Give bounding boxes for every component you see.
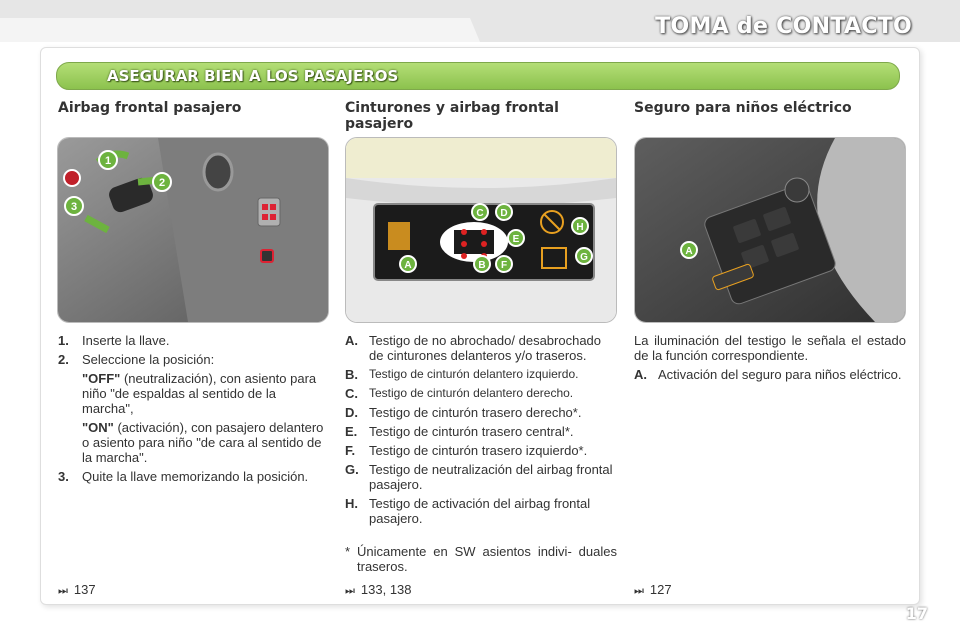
figure-label: D: [500, 208, 508, 219]
item-number: 2.: [58, 352, 69, 367]
item-number: 3.: [58, 469, 69, 484]
page-reference: [345, 582, 412, 598]
list-item: [634, 367, 906, 382]
item-text: Testigo de cinturón trasero central*.: [369, 424, 574, 439]
footnote: * Únicamente en SW asientos indivi- duales traseros.: [345, 544, 617, 574]
item-number: A.: [634, 367, 647, 382]
figure-label: H: [576, 222, 584, 233]
column-heading: Seguro para niños eléctrico: [634, 100, 852, 116]
item-text: Testigo de cinturón trasero izquierdo*.: [369, 443, 588, 458]
item-text: Quite la llave memorizando la posición.: [82, 469, 309, 484]
item-text: Testigo de no abrochado/ desabrochado de cinturones delanteros y/o traseros.: [369, 333, 602, 363]
page-reference: [58, 582, 96, 598]
page-number: 17: [905, 604, 928, 623]
item-number: D.: [345, 405, 358, 420]
item-number: B.: [345, 367, 358, 382]
item-text: Testigo de neutralización del airbag frontal pasajero.: [369, 462, 613, 492]
list-item: [345, 424, 617, 439]
list-item: [345, 462, 617, 492]
item-number: 1.: [58, 333, 69, 348]
column-airbag: [58, 100, 328, 116]
figure-label: 2: [158, 177, 166, 189]
item-text: Testigo de cinturón delantero derecho.: [369, 386, 574, 400]
item-text: Seleccione la posición:: [82, 352, 215, 367]
on-text: (activación), con pasajero delantero o asiento para niño "de cara al sentido de la marcha".: [82, 420, 324, 465]
on-label: "ON": [82, 420, 114, 435]
figure-label: A: [685, 246, 693, 257]
list-seatbelts: [345, 333, 617, 574]
list-item: [58, 469, 330, 484]
list-item: [58, 333, 330, 348]
list-item: [58, 352, 330, 367]
list-airbag: [58, 333, 330, 488]
item-text: Testigo de cinturón delantero izquierdo.: [369, 367, 579, 381]
column-child-lock: [634, 100, 904, 116]
intro-text: La iluminación del testigo le señala el estado de la función correspondiente.: [634, 333, 906, 363]
figure-label: E: [512, 234, 520, 245]
reference-pages: 137: [73, 582, 96, 597]
reference-pages: 127: [649, 582, 672, 597]
sub-item-on: [82, 420, 330, 465]
item-number: A.: [345, 333, 358, 348]
figure-label: F: [500, 260, 508, 271]
off-text: (neutralización), con asiento para niño "de espaldas al sentido de la marcha",: [82, 371, 317, 416]
item-number: C.: [345, 386, 358, 401]
list-child-lock: [634, 333, 906, 386]
list-item: [345, 443, 617, 458]
item-text: Activación del seguro para niños eléctrico.: [658, 367, 902, 382]
section-title: ASEGURAR BIEN A LOS PASAJEROS: [107, 67, 399, 85]
double-arrow-right-icon: ⏭: [345, 585, 355, 597]
column-heading: Airbag frontal pasajero: [58, 100, 242, 116]
figure-label: A: [404, 260, 412, 271]
item-number: F.: [345, 443, 356, 458]
list-item: [345, 367, 617, 382]
reference-pages: 133, 138: [360, 582, 412, 597]
figure-label: 1: [104, 155, 112, 167]
figure-child-lock: [634, 137, 906, 323]
figure-label: 3: [70, 201, 78, 213]
off-label: "OFF": [82, 371, 121, 386]
double-arrow-right-icon: ⏭: [58, 585, 68, 597]
item-number: H.: [345, 496, 358, 511]
list-item: [345, 386, 617, 401]
figure-label: B: [478, 260, 486, 271]
column-seatbelts: [345, 100, 615, 132]
page-title: TOMA de CONTACTO: [655, 14, 912, 39]
section-banner: [56, 62, 900, 90]
list-item: [345, 405, 617, 420]
figure-airbag-switch: [57, 137, 329, 323]
item-number: G.: [345, 462, 359, 477]
list-item: [345, 496, 617, 526]
item-text: Inserte la llave.: [82, 333, 170, 348]
figure-label: G: [580, 252, 588, 263]
item-number: E.: [345, 424, 358, 439]
column-heading: Cinturones y airbag frontal pasajero: [345, 100, 559, 132]
item-text: Testigo de activación del airbag frontal pasajero.: [369, 496, 591, 526]
item-text: Testigo de cinturón trasero derecho*.: [369, 405, 582, 420]
page-reference: [634, 582, 672, 598]
sub-item-off: [82, 371, 330, 416]
figure-label: C: [476, 208, 484, 219]
list-item: [345, 333, 617, 363]
double-arrow-right-icon: ⏭: [634, 585, 644, 597]
figure-seatbelt-panel: [345, 137, 617, 323]
